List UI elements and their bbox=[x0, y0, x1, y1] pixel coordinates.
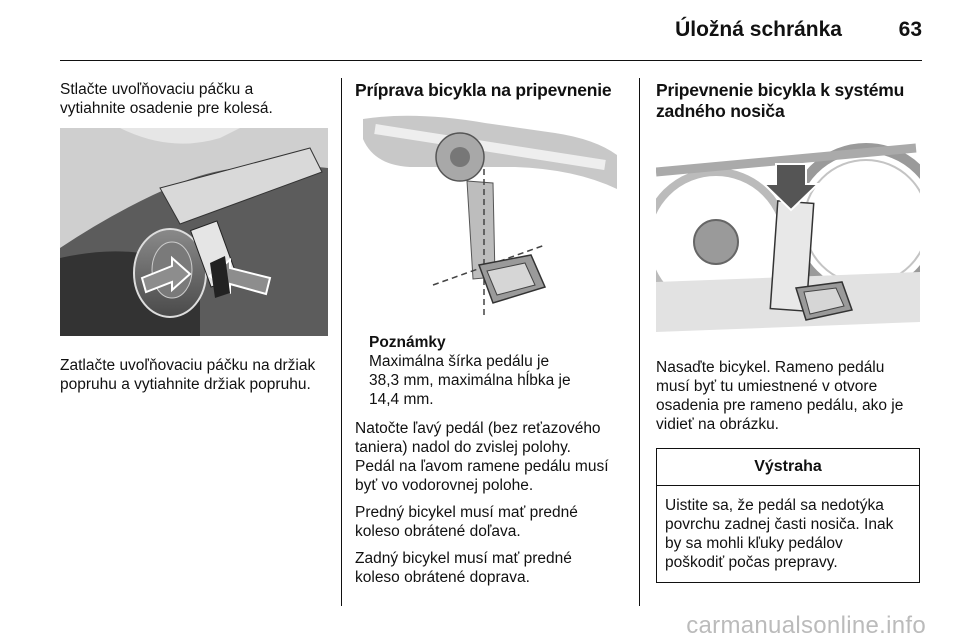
column-2 bbox=[355, 80, 625, 587]
col1-para2: Zatlačte uvoľňovaciu páčku na držiak popruhu a vytiahnite držiak popruhu. bbox=[60, 357, 316, 393]
col2-para2: Predný bicykel musí mať predné koleso obrátené doľava. bbox=[355, 504, 578, 540]
col2-para3: Zadný bicykel musí mať predné koleso obrátené doprava. bbox=[355, 550, 572, 586]
page-header bbox=[0, 0, 960, 60]
figure-pedal-position bbox=[355, 109, 625, 317]
column-1 bbox=[60, 80, 328, 394]
header-title: Úložná schránka bbox=[675, 18, 842, 41]
col2-para1: Natočte ľavý pedál (bez reťazového taniera) nadol do zvislej polohy. Pedál na ľavom ramene pedálu musí byť vo vodorovnej polohe. bbox=[355, 420, 609, 494]
column-divider-1 bbox=[341, 78, 342, 606]
header-rule bbox=[60, 60, 922, 61]
watermark: carmanualsonline.info bbox=[686, 612, 926, 639]
note-text: Maximálna šírka pedálu je 38,3 mm, maximálna hĺbka je 14,4 mm. bbox=[369, 353, 571, 408]
warning-title: Výstraha bbox=[657, 449, 919, 486]
column-divider-2 bbox=[639, 78, 640, 606]
col3-heading: Pripevnenie bicykla k systému zadného nosiča bbox=[656, 80, 905, 121]
figure-release-lever-wheel bbox=[60, 128, 328, 336]
page-number: 63 bbox=[898, 18, 922, 41]
note-title: Poznámky bbox=[369, 334, 446, 351]
col3-para1: Nasaďte bicykel. Rameno pedálu musí byť tu umiestnené v otvore osadenia pre rameno pedálu, ako je vidieť na obrázku. bbox=[656, 359, 904, 433]
warning-box bbox=[656, 448, 920, 583]
figure-bike-mounted bbox=[656, 132, 922, 340]
col2-heading: Príprava bicykla na pripevnenie bbox=[355, 80, 612, 100]
warning-body: Uistite sa, že pedál sa nedotýka povrchu zadnej časti nosiča. Inak by sa mohli kľuky pedálov poškodiť počas prepravy. bbox=[665, 497, 894, 571]
col1-para1: Stlačte uvoľňovaciu páčku a vytiahnite osadenie pre kolesá. bbox=[60, 81, 273, 117]
column-3 bbox=[656, 80, 922, 583]
note-box bbox=[369, 333, 625, 409]
